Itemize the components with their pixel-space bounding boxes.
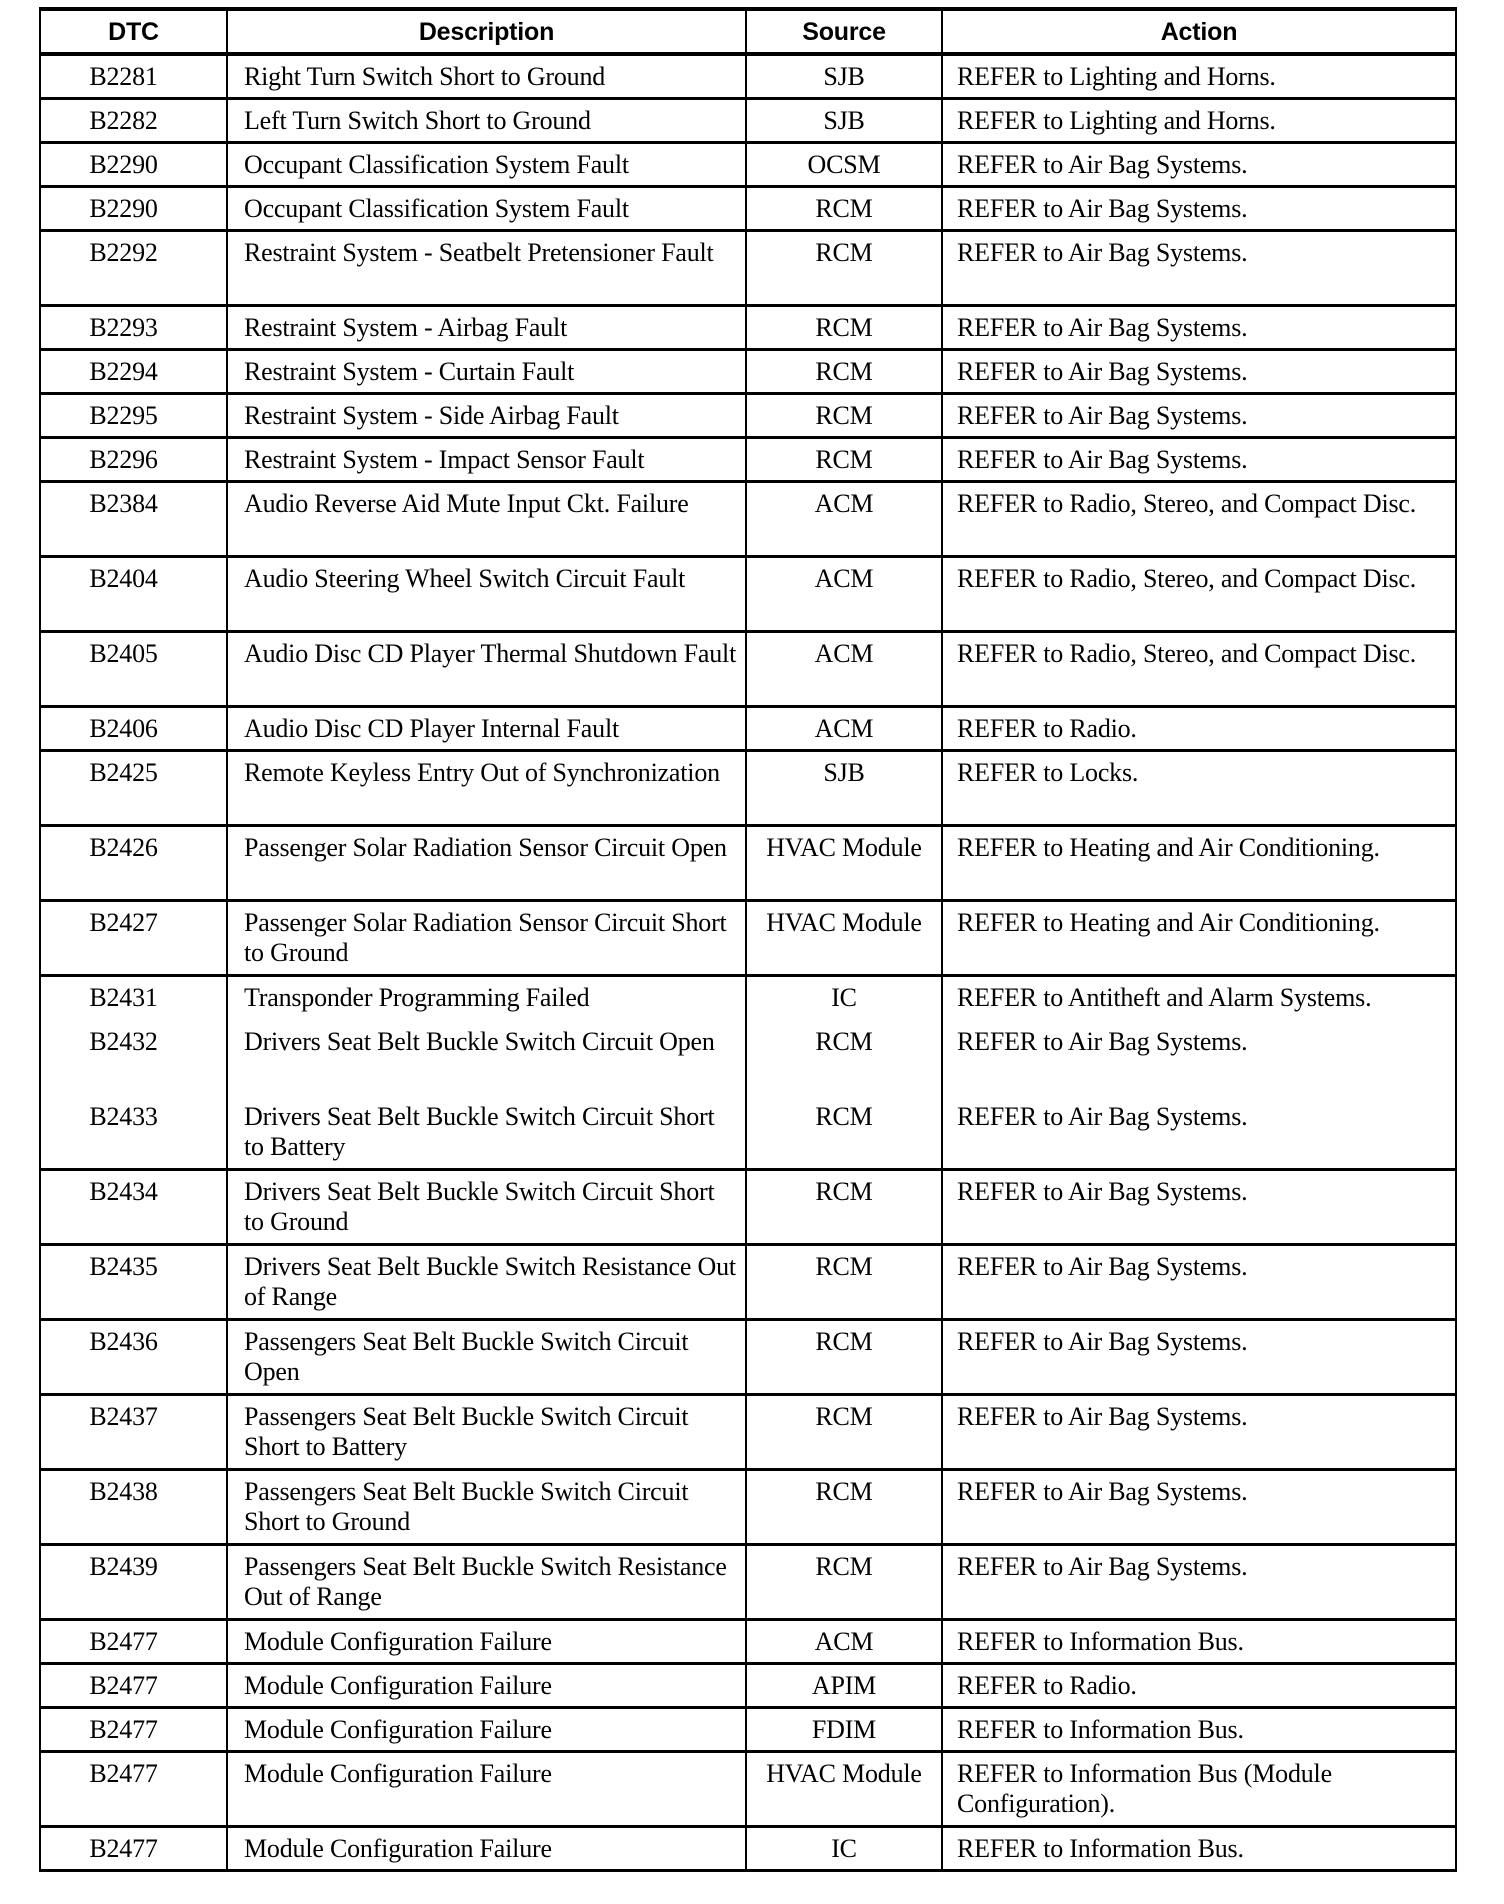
description-cell: Passengers Seat Belt Buckle Switch Circuit Short to Ground xyxy=(228,1471,747,1543)
table-row xyxy=(41,1096,1455,1171)
description-cell: Module Configuration Failure xyxy=(228,1665,747,1706)
dtc-cell: B2384 xyxy=(41,483,228,555)
table-row xyxy=(41,1621,1455,1665)
dtc-cell: B2294 xyxy=(41,351,228,392)
dtc-cell: B2433 xyxy=(41,1096,228,1168)
source-cell: HVAC Module xyxy=(747,1753,943,1825)
description-cell: Right Turn Switch Short to Ground xyxy=(228,56,747,97)
dtc-cell: B2292 xyxy=(41,232,228,304)
source-cell: ACM xyxy=(747,483,943,555)
source-cell: RCM xyxy=(747,1321,943,1393)
table-row xyxy=(41,351,1455,395)
description-cell: Audio Disc CD Player Internal Fault xyxy=(228,708,747,749)
description-cell: Restraint System - Airbag Fault xyxy=(228,307,747,348)
dtc-cell: B2281 xyxy=(41,56,228,97)
dtc-cell: B2282 xyxy=(41,100,228,141)
table-row xyxy=(41,1246,1455,1321)
description-cell: Module Configuration Failure xyxy=(228,1621,747,1662)
dtc-cell: B2437 xyxy=(41,1396,228,1468)
description-cell: Occupant Classification System Fault xyxy=(228,188,747,229)
action-cell: REFER to Lighting and Horns. xyxy=(957,106,1276,135)
source-cell: RCM xyxy=(747,1171,943,1243)
table-row xyxy=(41,307,1455,351)
action-cell: REFER to Air Bag Systems. xyxy=(957,1252,1248,1281)
description-cell: Drivers Seat Belt Buckle Switch Resistance Out of Range xyxy=(228,1246,747,1318)
dtc-cell: B2436 xyxy=(41,1321,228,1393)
source-cell: ACM xyxy=(747,558,943,630)
action-cell: REFER to Air Bag Systems. xyxy=(957,150,1248,179)
dtc-cell: B2290 xyxy=(41,144,228,185)
action-cell: REFER to Air Bag Systems. xyxy=(957,445,1248,474)
dtc-cell: B2434 xyxy=(41,1171,228,1243)
table-row xyxy=(41,188,1455,232)
dtc-table xyxy=(39,7,1457,1872)
action-cell: REFER to Air Bag Systems. xyxy=(957,1327,1248,1356)
description-cell: Audio Disc CD Player Thermal Shutdown Fault xyxy=(228,633,747,705)
source-cell: RCM xyxy=(747,351,943,392)
description-cell: Occupant Classification System Fault xyxy=(228,144,747,185)
dtc-cell: B2477 xyxy=(41,1665,228,1706)
description-cell: Restraint System - Curtain Fault xyxy=(228,351,747,392)
table-row xyxy=(41,902,1455,977)
table-header xyxy=(41,11,1455,56)
dtc-cell: B2425 xyxy=(41,752,228,824)
description-cell: Drivers Seat Belt Buckle Switch Circuit Short to Battery xyxy=(228,1096,747,1168)
dtc-cell: B2406 xyxy=(41,708,228,749)
dtc-cell: B2477 xyxy=(41,1828,228,1869)
dtc-cell: B2295 xyxy=(41,395,228,436)
source-cell: ACM xyxy=(747,1621,943,1662)
dtc-cell: B2438 xyxy=(41,1471,228,1543)
source-cell: SJB xyxy=(747,100,943,141)
description-cell: Module Configuration Failure xyxy=(228,1709,747,1750)
table-row xyxy=(41,1546,1455,1621)
table-row xyxy=(41,1753,1455,1828)
source-cell: OCSM xyxy=(747,144,943,185)
table-row xyxy=(41,232,1455,307)
table-row xyxy=(41,1828,1455,1872)
source-cell: RCM xyxy=(747,439,943,480)
description-cell: Passengers Seat Belt Buckle Switch Circuit Open xyxy=(228,1321,747,1393)
source-cell: RCM xyxy=(747,1396,943,1468)
description-cell: Restraint System - Impact Sensor Fault xyxy=(228,439,747,480)
action-cell: REFER to Information Bus (Module Configuration). xyxy=(957,1759,1332,1818)
dtc-cell: B2431 xyxy=(41,977,228,1021)
table-row xyxy=(41,1396,1455,1471)
action-cell: REFER to Radio, Stereo, and Compact Disc. xyxy=(957,564,1417,593)
action-cell: REFER to Air Bag Systems. xyxy=(957,1102,1248,1131)
table-row xyxy=(41,827,1455,902)
table-row xyxy=(41,977,1455,1021)
description-cell: Module Configuration Failure xyxy=(228,1753,747,1825)
table-row xyxy=(41,1471,1455,1546)
dtc-cell: B2439 xyxy=(41,1546,228,1618)
description-cell: Restraint System - Seatbelt Pretensioner Fault xyxy=(228,232,747,304)
source-cell: FDIM xyxy=(747,1709,943,1750)
source-cell: RCM xyxy=(747,232,943,304)
dtc-cell: B2477 xyxy=(41,1621,228,1662)
table-row xyxy=(41,144,1455,188)
action-cell: REFER to Radio. xyxy=(957,1671,1137,1700)
dtc-cell: B2405 xyxy=(41,633,228,705)
action-cell: REFER to Heating and Air Conditioning. xyxy=(957,833,1380,862)
description-cell: Passengers Seat Belt Buckle Switch Resistance Out of Range xyxy=(228,1546,747,1618)
action-cell: REFER to Air Bag Systems. xyxy=(957,194,1248,223)
table-row xyxy=(41,558,1455,633)
dtc-cell: B2477 xyxy=(41,1709,228,1750)
source-cell: RCM xyxy=(747,1546,943,1618)
source-cell: IC xyxy=(747,977,943,1021)
dtc-cell: B2426 xyxy=(41,827,228,899)
action-cell: REFER to Air Bag Systems. xyxy=(957,357,1248,386)
action-cell: REFER to Locks. xyxy=(957,758,1139,787)
table-row xyxy=(41,1665,1455,1709)
description-cell: Passenger Solar Radiation Sensor Circuit Short to Ground xyxy=(228,902,747,974)
description-cell: Module Configuration Failure xyxy=(228,1828,747,1869)
source-cell: IC xyxy=(747,1828,943,1869)
dtc-cell: B2404 xyxy=(41,558,228,630)
source-cell: HVAC Module xyxy=(747,902,943,974)
header-source: Source xyxy=(747,11,943,52)
source-cell: ACM xyxy=(747,633,943,705)
source-cell: RCM xyxy=(747,395,943,436)
action-cell: REFER to Air Bag Systems. xyxy=(957,238,1248,267)
description-cell: Transponder Programming Failed xyxy=(228,977,747,1021)
table-row xyxy=(41,483,1455,558)
table-row xyxy=(41,708,1455,752)
table-row xyxy=(41,56,1455,100)
table-row xyxy=(41,633,1455,708)
dtc-cell: B2432 xyxy=(41,1021,228,1096)
source-cell: RCM xyxy=(747,188,943,229)
description-cell: Restraint System - Side Airbag Fault xyxy=(228,395,747,436)
source-cell: RCM xyxy=(747,307,943,348)
source-cell: RCM xyxy=(747,1096,943,1168)
action-cell: REFER to Information Bus. xyxy=(957,1627,1244,1656)
table-row xyxy=(41,100,1455,144)
action-cell: REFER to Information Bus. xyxy=(957,1715,1244,1744)
action-cell: REFER to Air Bag Systems. xyxy=(957,1027,1248,1056)
source-cell: SJB xyxy=(747,752,943,824)
action-cell: REFER to Air Bag Systems. xyxy=(957,1477,1248,1506)
source-cell: SJB xyxy=(747,56,943,97)
dtc-cell: B2296 xyxy=(41,439,228,480)
table-row xyxy=(41,395,1455,439)
source-cell: APIM xyxy=(747,1665,943,1706)
table-row xyxy=(41,1021,1455,1096)
dtc-cell: B2435 xyxy=(41,1246,228,1318)
description-cell: Audio Steering Wheel Switch Circuit Fault xyxy=(228,558,747,630)
description-cell: Drivers Seat Belt Buckle Switch Circuit Open xyxy=(228,1021,747,1096)
description-cell: Audio Reverse Aid Mute Input Ckt. Failure xyxy=(228,483,747,555)
action-cell: REFER to Radio. xyxy=(957,714,1137,743)
action-cell: REFER to Radio, Stereo, and Compact Disc. xyxy=(957,639,1417,668)
action-cell: REFER to Air Bag Systems. xyxy=(957,401,1248,430)
description-cell: Drivers Seat Belt Buckle Switch Circuit Short to Ground xyxy=(228,1171,747,1243)
source-cell: RCM xyxy=(747,1246,943,1318)
action-cell: REFER to Air Bag Systems. xyxy=(957,313,1248,342)
action-cell: REFER to Information Bus. xyxy=(957,1834,1244,1863)
header-description: Description xyxy=(228,11,747,52)
dtc-cell: B2427 xyxy=(41,902,228,974)
description-cell: Passengers Seat Belt Buckle Switch Circuit Short to Battery xyxy=(228,1396,747,1468)
action-cell: REFER to Radio, Stereo, and Compact Disc. xyxy=(957,489,1417,518)
action-cell: REFER to Heating and Air Conditioning. xyxy=(957,908,1380,937)
source-cell: HVAC Module xyxy=(747,827,943,899)
description-cell: Remote Keyless Entry Out of Synchronization xyxy=(228,752,747,824)
source-cell: ACM xyxy=(747,708,943,749)
table-row xyxy=(41,439,1455,483)
header-dtc: DTC xyxy=(41,11,228,52)
table-row xyxy=(41,1709,1455,1753)
action-cell: REFER to Air Bag Systems. xyxy=(957,1402,1248,1431)
header-action: Action xyxy=(1160,18,1238,46)
source-cell: RCM xyxy=(747,1471,943,1543)
dtc-cell: B2477 xyxy=(41,1753,228,1825)
description-cell: Left Turn Switch Short to Ground xyxy=(228,100,747,141)
action-cell: REFER to Antitheft and Alarm Systems. xyxy=(957,983,1372,1012)
action-cell: REFER to Lighting and Horns. xyxy=(957,62,1276,91)
description-cell: Passenger Solar Radiation Sensor Circuit Open xyxy=(228,827,747,899)
table-row xyxy=(41,1321,1455,1396)
source-cell: RCM xyxy=(747,1021,943,1096)
dtc-cell: B2293 xyxy=(41,307,228,348)
table-row xyxy=(41,1171,1455,1246)
table-row xyxy=(41,752,1455,827)
action-cell: REFER to Air Bag Systems. xyxy=(957,1177,1248,1206)
dtc-cell: B2290 xyxy=(41,188,228,229)
action-cell: REFER to Air Bag Systems. xyxy=(957,1552,1248,1581)
